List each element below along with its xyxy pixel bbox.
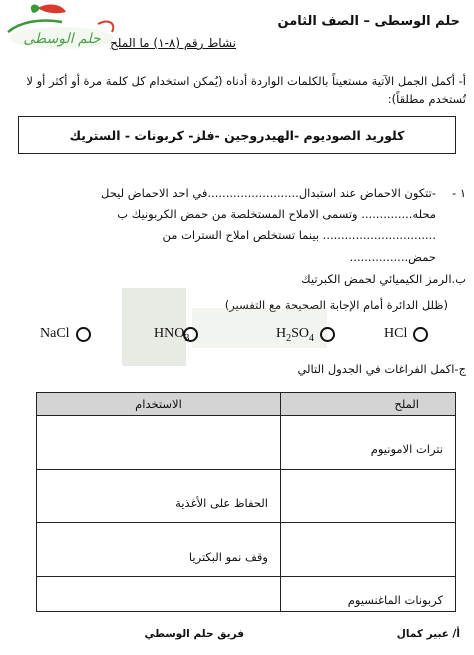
choice-h2so4-label: $H_2SO_4$ — [276, 326, 315, 344]
choice-nacl-radio[interactable] — [76, 327, 91, 342]
salt-cell: كربونات الماغنسيوم — [281, 576, 456, 611]
choice-hcl[interactable] — [384, 326, 428, 342]
choice-hcl-label: HCl — [384, 326, 408, 341]
school-logo — [2, 2, 120, 54]
table-row — [37, 576, 456, 611]
table-row — [37, 523, 456, 577]
question-1-line-3: ............................... بينما تستخلص املاح السترات من — [162, 228, 436, 242]
table-header-row — [37, 393, 456, 416]
question-b-hint: (ظلل الدائرة أمام الإجابة الصحيحة مع التفسير) — [224, 298, 448, 312]
salts-table — [36, 392, 456, 612]
question-1-line-1: -تتكون الاحماض عند استبدال.........................في احد الاحماض ليحل — [101, 186, 436, 200]
team-name: فريق حلم الوسطي — [144, 628, 244, 640]
header-use: الاستخدام — [37, 393, 281, 416]
instruction-part-a: أ- أكمل الجمل الآتية مستعيناً بالكلمات الواردة أدناه (يُمكن استخدام كل كلمة مرة أو أكثر أو لا تُستخدم مطلقاً): — [26, 74, 466, 106]
answer-choices — [40, 326, 440, 348]
choice-hno3-radio[interactable] — [183, 327, 198, 342]
use-cell[interactable] — [37, 416, 281, 470]
use-cell[interactable] — [37, 576, 281, 611]
question-1-line-2: محله.............. وتسمى الاملاح المستخلصة من حمض الكربونيك ب — [117, 207, 436, 221]
header-salt: الملح — [281, 393, 456, 416]
salt-cell[interactable] — [281, 523, 456, 577]
word-bank-box: كلوريد الصوديوم -الهيدروجين -فلز- كربونات - الستريك — [18, 116, 456, 154]
table-row — [37, 416, 456, 470]
choice-hno3[interactable] — [154, 326, 198, 344]
choice-hcl-radio[interactable] — [413, 327, 428, 342]
salt-cell: نترات الامونيوم — [281, 416, 456, 470]
use-cell: وقف نمو البكتريا — [37, 523, 281, 577]
use-cell: الحفاظ على الأغذية — [37, 469, 281, 523]
choice-nacl-label: NaCl — [40, 326, 70, 341]
choice-nacl[interactable] — [40, 326, 91, 342]
page-title: حلم الوسطى – الصف الثامن — [277, 14, 460, 29]
logo-text: حلم الوسطى — [23, 31, 101, 47]
question-c: ج-اكمل الفراغات في الجدول التالي — [297, 362, 466, 376]
choice-h2so4[interactable] — [276, 326, 335, 344]
choice-h2so4-radio[interactable] — [320, 327, 335, 342]
choice-hno3-label: $HNO_3$ — [154, 326, 190, 344]
teacher-name: أ/ عبير كمال — [396, 628, 460, 640]
activity-title: نشاط رقم (٨-١) ما الملح — [110, 36, 236, 50]
salt-cell[interactable] — [281, 469, 456, 523]
question-1-number: ١ - — [452, 186, 466, 200]
table-row — [37, 469, 456, 523]
question-b: ب.الرمز الكيميائي لحمض الكبرتيك — [301, 272, 466, 286]
question-1-line-4: حمض................ — [349, 250, 436, 264]
